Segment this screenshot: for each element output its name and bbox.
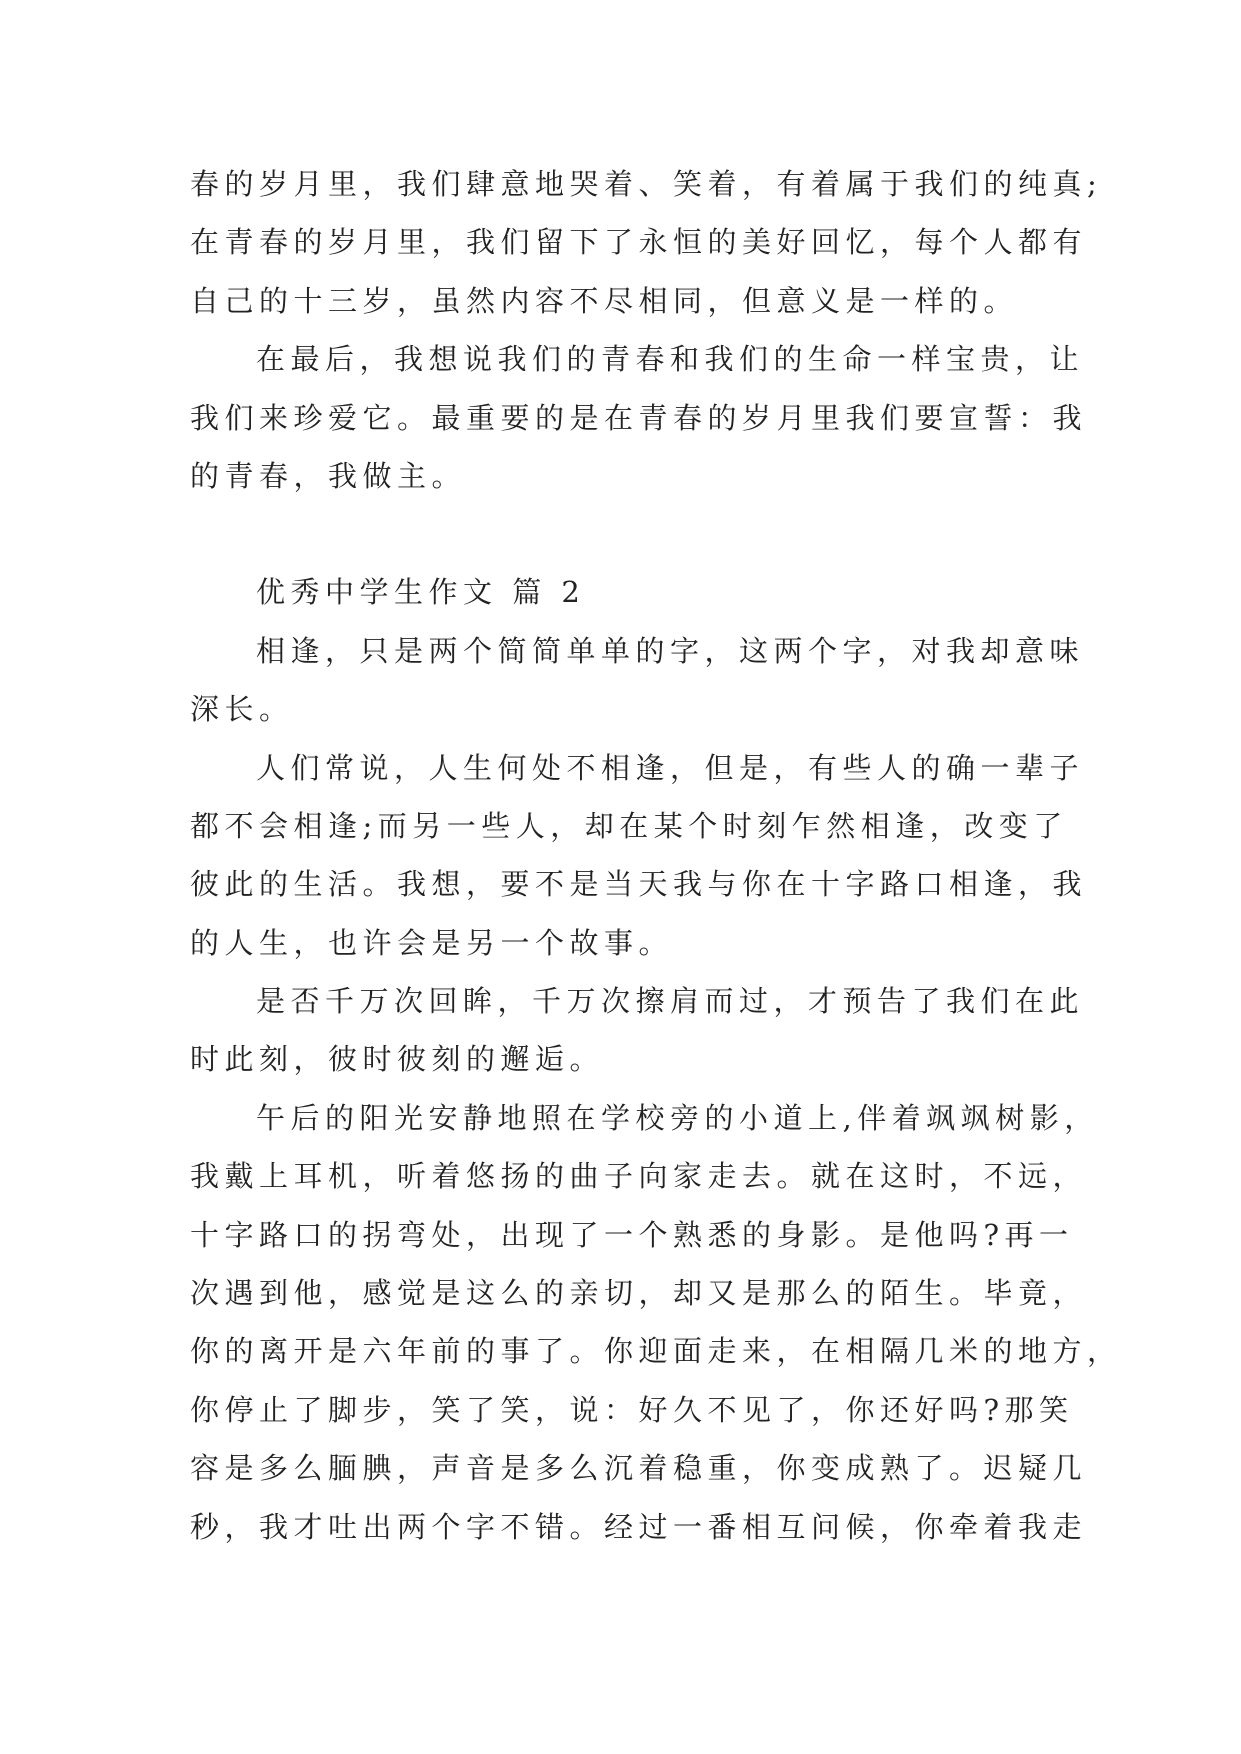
section-gap [190,505,1070,563]
text-line: 是否千万次回眸，千万次擦肩而过，才预告了我们在此 [256,984,1085,1019]
text-line: 午后的阳光安静地照在学校旁的小道上,伴着飒飒树影， [256,1100,1099,1135]
section-title: 优秀中学生作文 篇 2 [256,575,586,610]
text-line: 我们来珍爱它。最重要的是在青春的岁月里我们要宣誓：我 [190,400,1088,435]
paragraph-encounter-glance [190,972,1085,1089]
document-page [190,155,1122,1556]
text-line: 彼此的生活。我想，要不是当天我与你在十字路口相逢，我 [190,867,1088,902]
paragraph-youth-closing [190,330,1088,505]
text-line: 人们常说，人生何处不相逢，但是，有些人的确一辈子 [256,750,1085,785]
paragraph-encounter-intro [190,622,1085,739]
text-line: 自己的十三岁，虽然内容不尽相同，但意义是一样的。 [190,283,1019,318]
paragraph-encounter-saying [190,739,1088,973]
text-line: 你停止了脚步，笑了笑，说：好久不见了，你还好吗?那笑 [190,1392,1074,1427]
text-line: 时此刻，彼时彼刻的邂逅。 [190,1042,605,1077]
text-line: 容是多么腼腆，声音是多么沉着稳重，你变成熟了。迟疑几 [190,1451,1088,1486]
text-line: 的青春，我做主。 [190,458,467,493]
text-line: 的人生，也许会是另一个故事。 [190,925,674,960]
text-line: 你的离开是六年前的事了。你迎面走来，在相隔几米的地方， [190,1334,1122,1369]
paragraph-youth-tail [190,155,1103,330]
text-line: 在青春的岁月里，我们留下了永恒的美好回忆，每个人都有 [190,225,1088,260]
text-line: 我戴上耳机，听着悠扬的曲子向家走去。就在这时，不远， [190,1159,1088,1194]
text-line: 深长。 [190,692,294,727]
paragraph-encounter-story [190,1089,1122,1556]
text-line: 都不会相逢;而另一些人，却在某个时刻乍然相逢，改变了 [190,808,1068,843]
text-line: 秒，我才吐出两个字不错。经过一番相互问候，你牵着我走 [190,1509,1088,1544]
text-line: 相逢，只是两个简简单单的字，这两个字，对我却意味 [256,633,1085,668]
text-line: 在最后，我想说我们的青春和我们的生命一样宝贵，让 [256,342,1085,377]
text-line: 十字路口的拐弯处，出现了一个熟悉的身影。是他吗?再一 [190,1217,1074,1252]
text-line: 春的岁月里，我们肆意地哭着、笑着，有着属于我们的纯真; [190,167,1103,201]
text-line: 次遇到他，感觉是这么的亲切，却又是那么的陌生。毕竟， [190,1276,1088,1311]
